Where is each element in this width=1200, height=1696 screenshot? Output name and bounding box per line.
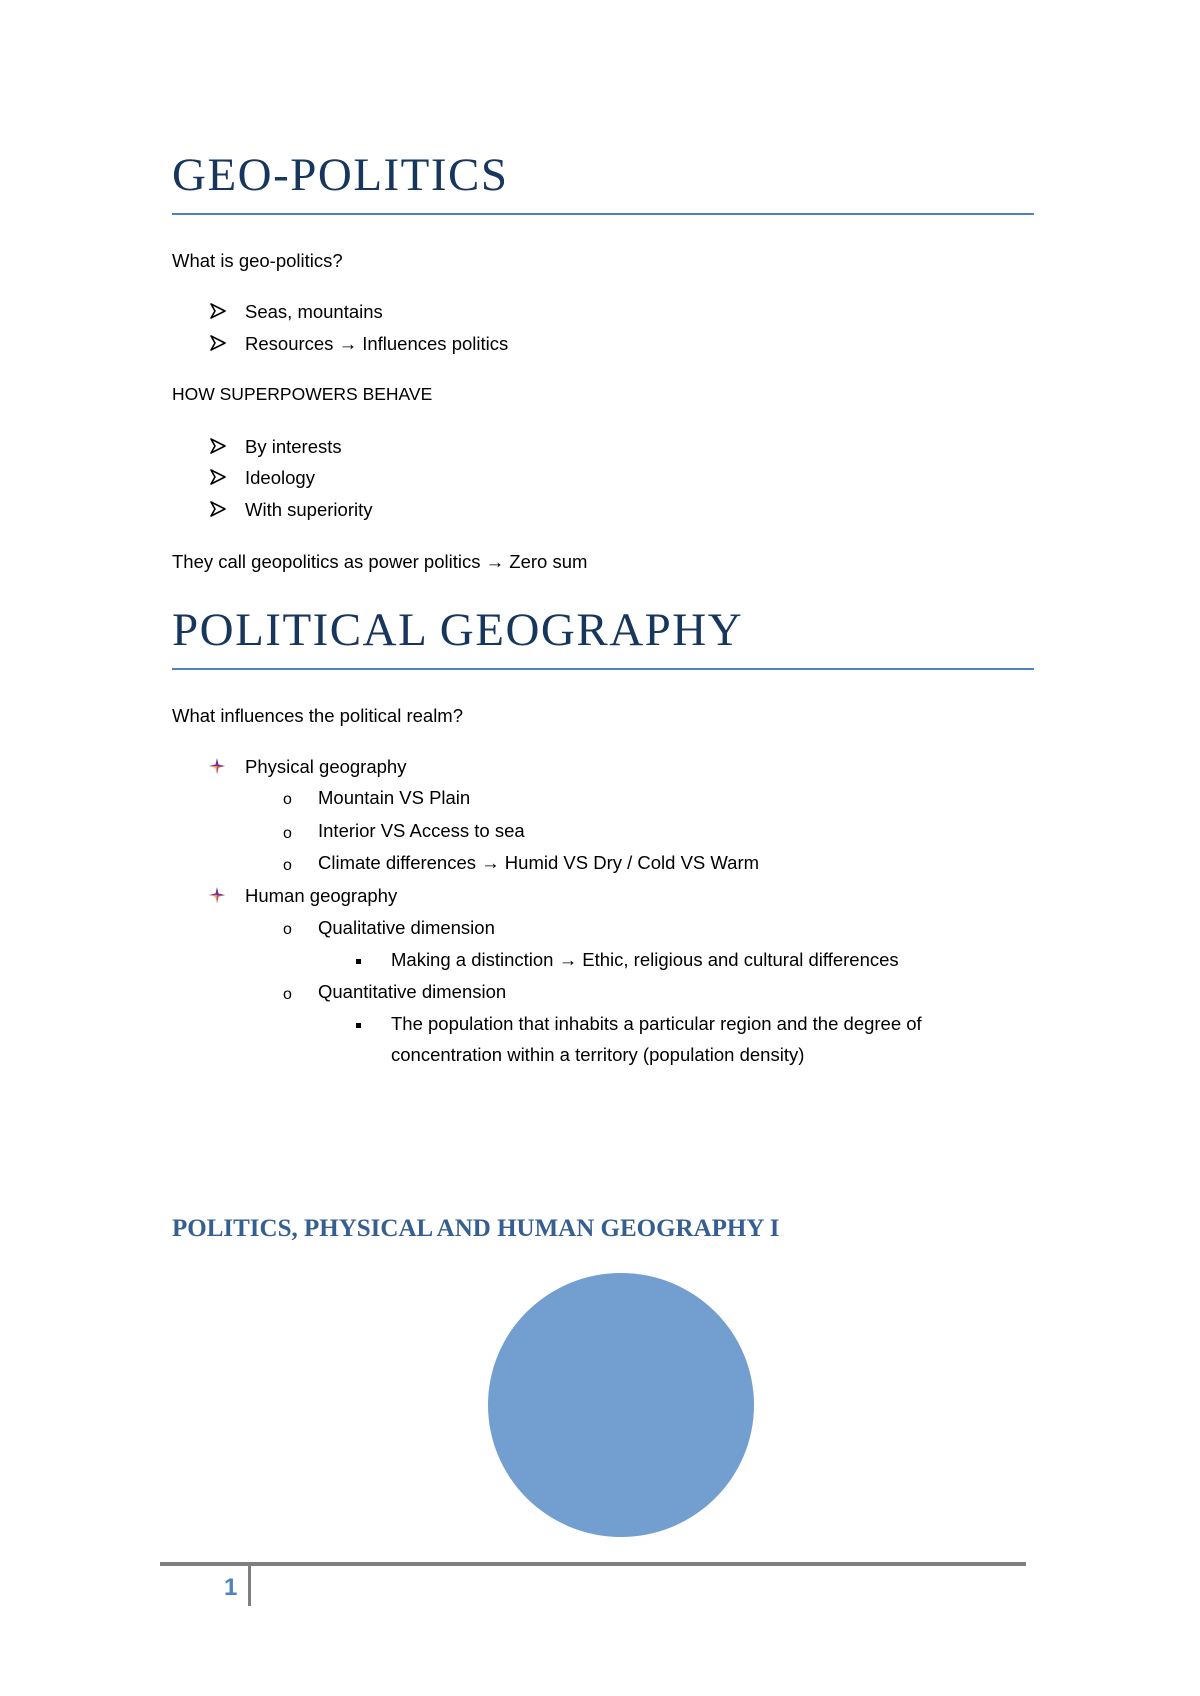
arrowhead-bullet-icon [210, 303, 226, 319]
list-item [245, 335, 508, 354]
right-arrow-icon: → [481, 852, 500, 873]
circle-bullet: o [283, 857, 292, 874]
list-item: Ideology [245, 467, 315, 488]
list-item: The population that inhabits a particular region and the degree of [391, 1013, 922, 1034]
list-item-continuation: concentration within a territory (population density) [391, 1044, 805, 1065]
circle-bullet: o [283, 921, 292, 938]
square-bullet [356, 1023, 361, 1028]
list-item: Seas, mountains [245, 301, 383, 322]
subsection-title: POLITICS, PHYSICAL AND HUMAN GEOGRAPHY I [172, 1215, 780, 1242]
list-item-text: Ethic, religious and cultural differences [582, 949, 899, 970]
title-underline [172, 213, 1034, 215]
list-item: Interior VS Access to sea [318, 820, 525, 841]
title-underline [172, 668, 1034, 670]
list-item: By interests [245, 436, 342, 457]
page-number: 1 [224, 1574, 238, 1601]
list-item: Mountain VS Plain [318, 787, 471, 808]
arrowhead-bullet-icon [210, 501, 226, 517]
arrowhead-bullet-icon [210, 438, 226, 454]
diagram-circle [486, 1271, 756, 1539]
list-item-text: Humid VS Dry / Cold VS Warm [504, 852, 760, 873]
list-item: Qualitative dimension [318, 917, 495, 938]
conclusion-text: Zero sum [509, 551, 588, 572]
conclusion-text: They call geopolitics as power politics [172, 551, 481, 572]
four-point-star-bullet-icon [208, 757, 226, 775]
list-item [391, 951, 899, 970]
right-arrow-icon: → [558, 949, 578, 970]
subheading-superpowers: HOW SUPERPOWERS BEHAVE [172, 384, 433, 404]
list-item: Quantitative dimension [318, 981, 507, 1002]
list-item: Human geography [245, 885, 398, 906]
list-item-text: Making a distinction [391, 949, 554, 970]
section-title-geopolitics: GEO-POLITICS [172, 149, 509, 201]
arrowhead-bullet-icon [210, 335, 226, 351]
list-item-text: Climate differences [318, 852, 477, 873]
circle-bullet: o [283, 986, 292, 1003]
question-geopolitics: What is geo-politics? [172, 250, 343, 271]
list-item [318, 854, 759, 873]
circle-bullet: o [283, 825, 292, 842]
list-item: Physical geography [245, 756, 407, 777]
square-bullet [356, 959, 361, 964]
question-political: What influences the political realm? [172, 705, 464, 726]
four-point-star-bullet-icon [208, 886, 226, 904]
circle-bullet: o [283, 791, 292, 808]
conclusion-line [172, 553, 587, 572]
footer-divider [248, 1566, 251, 1606]
right-arrow-icon: → [338, 333, 358, 354]
arrowhead-bullet-icon [210, 469, 226, 485]
list-item: With superiority [245, 499, 373, 520]
footer-rule [160, 1562, 1026, 1566]
right-arrow-icon: → [485, 551, 505, 572]
list-item-text: Resources [245, 333, 334, 354]
list-item-text: Influences politics [362, 333, 509, 354]
section-title-political-geography: POLITICAL GEOGRAPHY [172, 604, 744, 656]
